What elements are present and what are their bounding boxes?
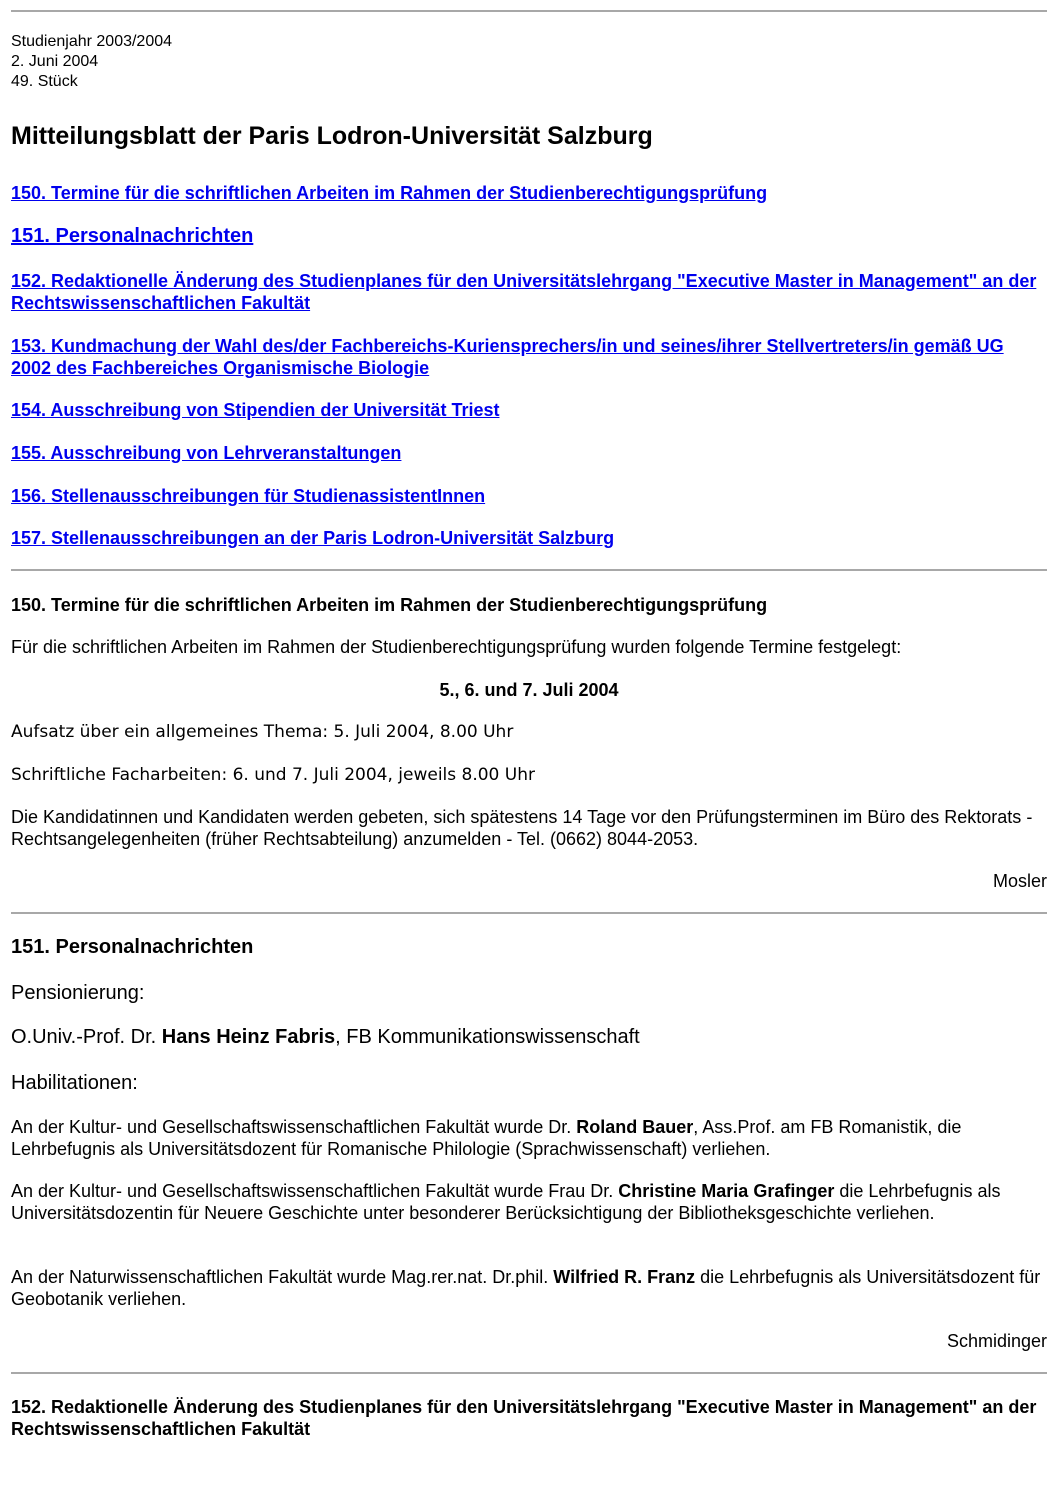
habilitation-entry-2 <box>11 1180 1047 1224</box>
habil1-prefix: An der Kultur- und Gesellschaftswissenschaftlichen Fakultät wurde Dr. <box>11 1117 577 1137</box>
habil2-prefix: An der Kultur- und Gesellschaftswissenschaftlichen Fakultät wurde Frau Dr. <box>11 1181 619 1201</box>
section-152-heading: 152. Redaktionelle Änderung des Studienplanes für den Universitätslehrgang "Executive Master in Management" an der Rechtswissenschaftlichen Fakultät <box>11 1397 1037 1439</box>
habilitation-entry-3 <box>11 1266 1047 1310</box>
habil1-suffix: , Ass.Prof. am FB Romanistik, die Lehrbefugnis als Universitätsdozent für Romanische Philologie (Sprachwissenschaft) verliehen. <box>11 1117 962 1159</box>
pension-prefix: O.Univ.-Prof. Dr. <box>11 1026 162 1048</box>
academic-year: Studienjahr 2003/2004 <box>11 33 173 50</box>
habil3-prefix: An der Naturwissenschaftlichen Fakultät wurde Mag.rer.nat. Dr.phil. <box>11 1267 554 1287</box>
section-151-signature: Schmidinger <box>946 1331 1047 1351</box>
toc-link-156[interactable]: 156. Stellenausschreibungen für StudienassistentInnen <box>11 486 486 506</box>
top-divider <box>11 10 1047 12</box>
habilitation-label: Habilitationen: <box>11 1072 138 1094</box>
habil2-suffix: die Lehrbefugnis als Universitätsdozentin für Neuere Geschichte unter besonderer Berücksichtigung der Bibliotheksgeschichte verliehen. <box>11 1181 1001 1223</box>
section-divider-151 <box>11 912 1047 914</box>
habil2-name: Christine Maria Grafinger <box>618 1181 835 1201</box>
habil3-name: Wilfried R. Franz <box>553 1267 696 1287</box>
section-150-signature: Mosler <box>992 871 1047 891</box>
issue-date: 2. Juni 2004 <box>11 53 99 70</box>
section-150-dates: 5., 6. und 7. Juli 2004 <box>439 680 619 700</box>
toc-link-155[interactable]: 155. Ausschreibung von Lehrveranstaltungen <box>11 443 402 463</box>
section-150-note: Die Kandidatinnen und Kandidaten werden gebeten, sich spätestens 14 Tage vor den Prüfungsterminen im Büro des Rektorats - Rechtsangelegenheiten (früher Rechtsabteilung) anzumelden - Tel. (0662) 8044-2053. <box>11 807 1033 849</box>
habilitation-entry-1 <box>11 1116 1047 1160</box>
section-150-essay: Aufsatz über ein allgemeines Thema: 5. Juli 2004, 8.00 Uhr <box>11 722 514 742</box>
section-150-written: Schriftliche Facharbeiten: 6. und 7. Juli 2004, jeweils 8.00 Uhr <box>11 765 535 785</box>
toc-link-151[interactable]: 151. Personalnachrichten <box>11 225 254 247</box>
pension-name: Hans Heinz Fabris <box>161 1026 336 1048</box>
section-150-heading: 150. Termine für die schriftlichen Arbeiten im Rahmen der Studienberechtigungsprüfung <box>11 595 768 615</box>
section-151-heading: 151. Personalnachrichten <box>11 936 254 958</box>
habil1-name: Roland Bauer <box>576 1117 694 1137</box>
pension-entry <box>11 1025 1047 1049</box>
issue-number: 49. Stück <box>11 73 78 90</box>
toc-link-152[interactable]: 152. Redaktionelle Änderung des Studienplanes für den Universitätslehrgang "Executive Master in Management" an der Rechtswissenschaftlichen Fakultät <box>11 271 1037 313</box>
habil3-suffix: die Lehrbefugnis als Universitätsdozent für Geobotanik verliehen. <box>11 1267 1041 1309</box>
toc-link-153[interactable]: 153. Kundmachung der Wahl des/der Fachbereichs-Kuriensprechers/in und seines/ihrer Stellvertreters/in gemäß UG 2002 des Fachbereiches Organismische Biologie <box>11 336 1004 378</box>
section-divider-152 <box>11 1372 1047 1374</box>
section-150-intro: Für die schriftlichen Arbeiten im Rahmen der Studienberechtigungsprüfung wurden folgende Termine festgelegt: <box>11 637 902 657</box>
pension-suffix: , FB Kommunikationswissenschaft <box>335 1026 640 1048</box>
page-title: Mitteilungsblatt der Paris Lodron-Universität Salzburg <box>11 122 653 150</box>
issue-meta <box>11 32 172 92</box>
section-divider-150 <box>11 569 1047 571</box>
toc-link-150[interactable]: 150. Termine für die schriftlichen Arbeiten im Rahmen der Studienberechtigungsprüfung <box>11 183 768 203</box>
toc-link-154[interactable]: 154. Ausschreibung von Stipendien der Universität Triest <box>11 400 500 420</box>
pension-label: Pensionierung: <box>11 982 145 1004</box>
toc-link-157[interactable]: 157. Stellenausschreibungen an der Paris Lodron-Universität Salzburg <box>11 528 615 548</box>
